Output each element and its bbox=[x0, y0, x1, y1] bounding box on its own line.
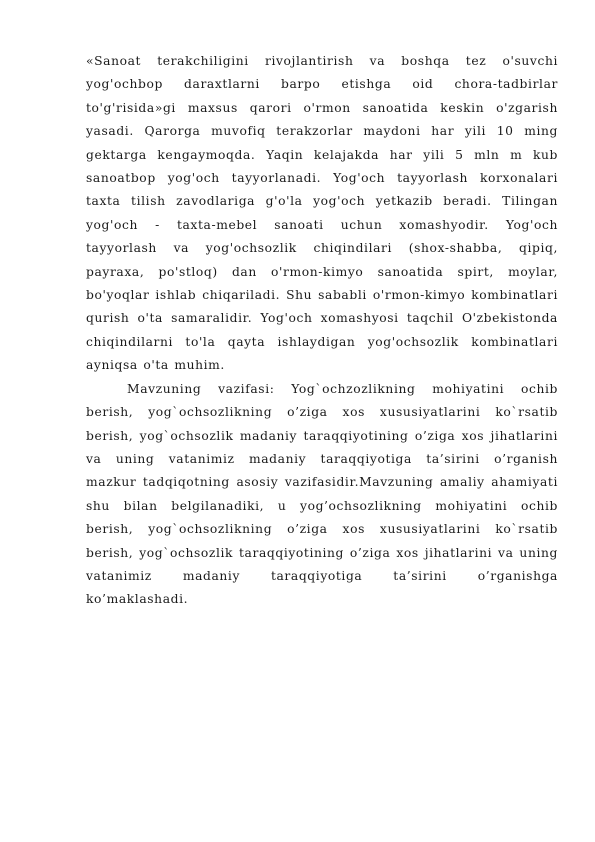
paragraph-mavzuning-vazifasi: Mavzuning vazifasi: Yog`ochzozlikning mohiyatini ochib berish, yog`ochsozlikning o’ziga xos xususiyatlarini ko`rsatib berish, yog`ochsozlik madaniy taraqqiyotining o’ziga xos jihatlarini va uning vatanimiz madaniy taraqqiyotiga ta’sirini o’rganish mazkur tadqiqotning asosiy vazifasidir.Mavzuning amaliy ahamiyati shu bilan belgilanadiki, u yog’ochsozlikning mohiyatini ochib berish, yog`ochsozlikning o’ziga xos xususiyatlarini ko`rsatib berish, yog`ochsozlik taraqqiyotining o’ziga xos jihatlarini va uning vatanimiz madaniy taraqqiyotiga ta’sirini o’rganishga ko’maklashadi. bbox=[86, 381, 558, 607]
paragraph-sanoat-terakchiligi: «Sanoat terakchiligini rivojlantirish va boshqa tez o'suvchi yog'ochbop daraxtlarni barpo etishga oid chora-tadbirlar to'g'risida»gi maxsus qarori o'rmon sanoatida keskin o'zgarish yasadi. Qarorga muvofiq terakzorlar maydoni har yili 10 ming gektarga kengaymoqda. Yaqin kelajakda har yili 5 mln m kub sanoatbop yog'och tayyorlanadi. Yog'och tayyorlash korxonalari taxta tilish zavodlariga g'o'la yog'och yetkazib beradi. Tilingan yog'och - taxta-mebel sanoati uchun xomashyodir. Yog'och tayyorlash va yog'ochsozlik chiqindilari (shox-shabba, qipiq, payraxa, po'stloq) dan o'rmon-kimyo sanoatida spirt, moylar, bo'yoqlar ishlab chiqariladi. Shu sababli o'rmon-kimyo kombinatlari qurish o'ta samaralidir. Yog'och xomashyosi taqchil O'zbekistonda chiqindilarni to'la qayta ishlaydigan yog'ochsozlik kombinatlari ayniqsa o'ta muhim. bbox=[86, 54, 558, 373]
document-body bbox=[86, 50, 558, 612]
